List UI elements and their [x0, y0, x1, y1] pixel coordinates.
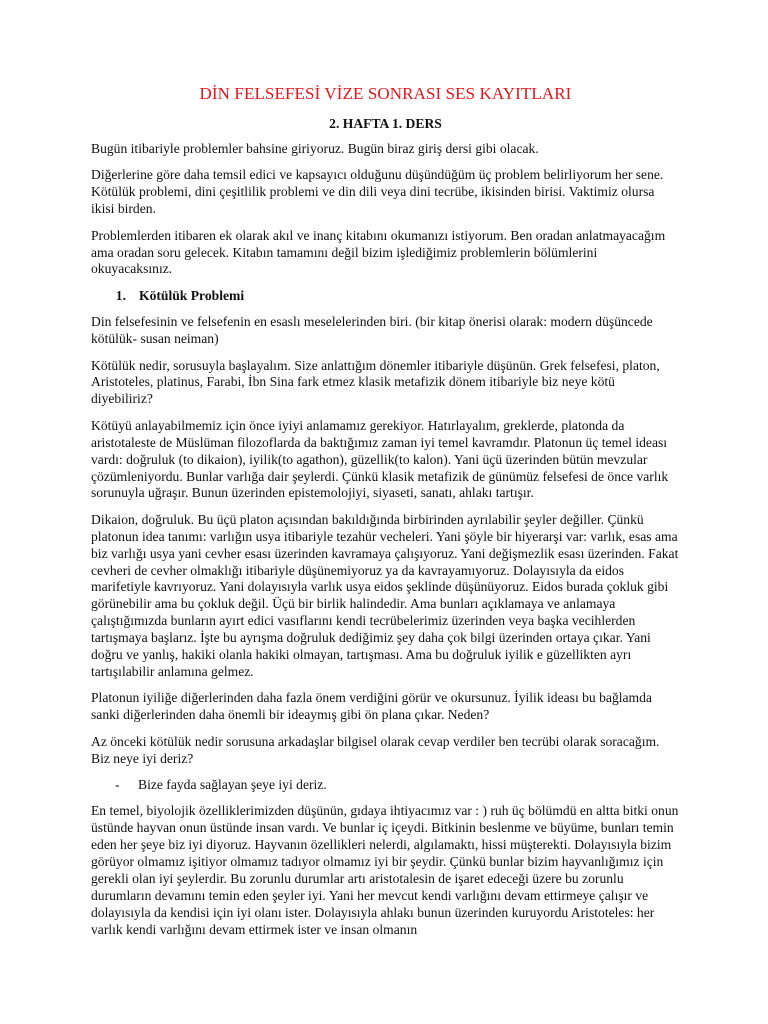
paragraph: Dikaion, doğruluk. Bu üçü platon açısından bakıldığında birbirinden ayrılabilir şeyler değiller. Çünkü platonun idea tanımı: varlığın usya itibariyle tezahür vecheleri. Yani şöyle bir hiyerarşi var: varlık, esas ama biz varlığı usya yani cevher esası üzerinden kavramaya çalışıyoruz. Yani değişmezlik esası üzerinden. Fakat cevheri de cevher olmaklığı itibariyle düşünemiyoruz ya da kavrayamıyoruz. Dolayısıyla da eidos marifetiyle kavrıyoruz. Yani dolayısıyla varlık usya eidos şeklinde düşünüyoruz. Eidos burada çokluk gibi görünebilir ama bu çokluk değil. Üçü bir birlik halindedir. Ama bunları açıklamaya ve anlamaya çalıştığımızda bunların ayırt edici vasıflarını kendi tecrübelerimiz üzerinden veya başka vecihlerden tartışmaya başlarız. İşte bu ayrışma doğruluk dediğimiz şey daha çok bilgi üzerinden ortaya çıkar. Yani doğru ve yanlış, hakiki olanla hakiki olmayan, tartışması. Ama bu doğruluk iyilik e güzellikten ayrı tartışılabilir anlamına gelmez.: [91, 511, 679, 679]
document-page: [91, 84, 680, 948]
section-heading: [91, 288, 680, 305]
paragraph: En temel, biyolojik özelliklerimizden düşünün, gıdaya ihtiyacımız var : ) ruh üç bölümdü en altta bitki onun üstünde hayvan onun üstünde insan vardı. Ve bunlar iç içeydi. Bitkinin beslenme ve büyüme, bunları temin eden her şeye biz iyi diyoruz. Hayvanın özellikleri nelerdi, algılamaktı, hissi müşterekti. Dolayısıyla bizim görüyor olmamız işitiyor olmamız tadıyor olmamız iyi bir şeydir. Çünkü bunlar bizim hayvanlığımız için gerekli olan iyi şeylerdir. Bu zorunlu durumlar artı aristotalesin de işaret edeceği üzere bu zorunlu durumların devamını temin eden şeyler iyi. Yani her mevcut kendi varlığını devam ettirmeye çalışır ve dolayısıyla da kendisi için iyi olanı ister. Dolayısıyla ahlakı bunun üzerinden kuruyordu Aristoteles: her varlık kendi varlığını devam ettirmek ister ve insan olmanın: [91, 803, 679, 937]
paragraph: Problemlerden itibaren ek olarak akıl ve inanç kitabını okumanızı istiyorum. Ben oradan anlatmayacağım ama oradan soru gelecek. Kitabın tamamını değil bizim işlediğimiz problemlerin bölümlerini okuyacaksınız.: [91, 227, 666, 277]
document-title: DİN FELSEFESİ VİZE SONRASI SES KAYITLARI: [199, 84, 572, 103]
paragraph: Bugün itibariyle problemler bahsine giriyoruz. Bugün biraz giriş dersi gibi olacak.: [91, 141, 539, 156]
bullet-item: [91, 777, 680, 794]
paragraph: Az önceki kötülük nedir sorusuna arkadaşlar bilgisel olarak cevap verdiler ben tecrübi olarak soracağım. Biz neye iyi deriz?: [91, 733, 660, 766]
paragraph: Platonun iyiliğe diğerlerinden daha fazla önem verdiğini görür ve okursunuz. İyilik ideası bu bağlamda sanki diğerlerinden daha önemli bir ideaymış gibi ön plana çıkar. Neden?: [91, 690, 652, 723]
bullet-mark: -: [115, 777, 120, 792]
paragraph: Diğerlerine göre daha temsil edici ve kapsayıcı olduğunu düşündüğüm üç problem belirliyorum her sene. Kötülük problemi, dini çeşitlilik problemi ve din dili veya dini tecrübe, ikisinden birisi. Vaktimiz olursa ikisi birden.: [91, 167, 664, 217]
document-subtitle: 2. HAFTA 1. DERS: [329, 116, 442, 131]
section-number: 1.: [115, 287, 126, 303]
paragraph: Kötülük nedir, sorusuyla başlayalım. Size anlattığım dönemler itibariyle düşünün. Grek felsefesi, platon, Aristoteles, platinus, Farabi, İbn Sina fark etmez klasik metafizik dönem itibariyle biz neye kötü diyebiliriz?: [91, 357, 660, 407]
paragraph: Din felsefesinin ve felsefenin en esaslı meselelerinden biri. (bir kitap önerisi olarak: modern düşüncede kötülük- susan neiman): [91, 314, 653, 347]
section-heading-text: Kötülük Problemi: [139, 287, 245, 303]
paragraph: Kötüyü anlayabilmemiz için önce iyiyi anlamamız gerekiyor. Hatırlayalım, greklerde, platonda da aristotaleste de Müslüman filozoflarda da baktığımız zaman iyi temel kavramdır. Platonun üç temel ideası vardı: doğruluk (to dikaion), iyilik(to agathon), güzellik(to kalon). Yani üçü üzerinden bütün mevzular çözümleniyordu. Bunlar varlığa dair şeylerdi. Çünkü klasik metafizik de günümüz felsefesi de önce varlık sorunuyla uğraşır. Bunun üzerinden epistemolojiyi, siyaseti, sanatı, ahlakı tartışır.: [91, 417, 669, 501]
bullet-text: Bize fayda sağlayan şeye iyi deriz.: [138, 777, 327, 792]
